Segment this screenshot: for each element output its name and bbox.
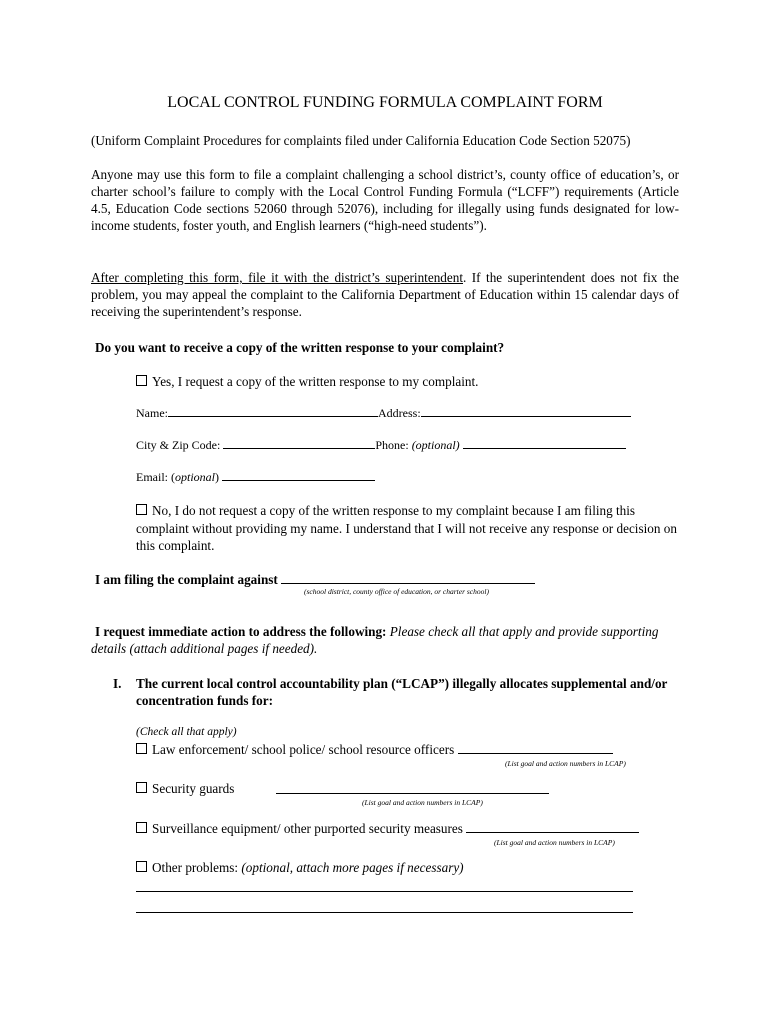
against-field[interactable] xyxy=(281,572,535,584)
against-caption: (school district, county office of education, or charter school) xyxy=(304,587,489,596)
yes-copy-label: Yes, I request a copy of the written response to my complaint. xyxy=(152,374,479,389)
section-one-heading: The current local control accountability plan (“LCAP”) illegally allocates supplemental and/or concentration funds for: xyxy=(136,676,668,708)
item-other-problems[interactable] xyxy=(136,859,464,876)
law-enforcement-field[interactable] xyxy=(458,742,613,754)
no-copy-label: No, I do not request a copy of the written response to my complaint because I am filing this complaint without providing my name. I understand that I will not receive any response or decision on this complaint. xyxy=(136,503,677,553)
city-phone-row xyxy=(136,437,626,453)
against-label: I am filing the complaint against xyxy=(95,572,278,587)
city-zip-label: City & Zip Code: xyxy=(136,438,224,452)
address-field[interactable] xyxy=(421,405,631,417)
against-row xyxy=(91,571,535,588)
law-enforcement-checkbox-icon[interactable] xyxy=(136,743,147,754)
filing-instruction-underlined: After completing this form, file it with the district’s superintendent xyxy=(91,270,463,285)
item-surveillance[interactable] xyxy=(136,820,639,837)
copy-question xyxy=(91,339,504,356)
action-label: I request immediate action to address the following: xyxy=(95,624,387,639)
email-label: Email: ( xyxy=(136,470,175,484)
other-problems-line-2[interactable] xyxy=(136,912,633,913)
phone-optional-note: (optional) xyxy=(411,438,460,452)
surveillance-field[interactable] xyxy=(466,821,639,833)
other-problems-note: (optional, attach more pages if necessary) xyxy=(241,860,464,875)
no-copy-option[interactable] xyxy=(136,502,681,555)
action-instruction: Please check all that apply and provide supporting details (attach additional pages if needed). xyxy=(91,624,659,656)
security-guards-label: Security guards xyxy=(152,781,235,796)
law-enforcement-label: Law enforcement/ school police/ school resource officers xyxy=(152,742,455,757)
item-security-guards[interactable] xyxy=(136,780,234,797)
phone-label: Phone: xyxy=(375,438,412,452)
law-enforcement-caption: (List goal and action numbers in LCAP) xyxy=(505,759,626,768)
name-address-row xyxy=(136,405,631,421)
name-field[interactable] xyxy=(168,405,378,417)
security-guards-field[interactable] xyxy=(276,782,549,794)
no-checkbox-icon[interactable] xyxy=(136,504,147,515)
security-guards-caption: (List goal and action numbers in LCAP) xyxy=(362,798,483,807)
form-title: LOCAL CONTROL FUNDING FORMULA COMPLAINT FORM xyxy=(167,94,603,111)
other-problems-checkbox-icon[interactable] xyxy=(136,861,147,872)
email-label-close: ) xyxy=(215,470,220,484)
section-one-numeral: I. xyxy=(113,676,122,691)
yes-checkbox-icon[interactable] xyxy=(136,375,147,386)
surveillance-label: Surveillance equipment/ other purported security measures xyxy=(152,821,463,836)
phone-field[interactable] xyxy=(463,437,626,449)
filing-instruction-rest: . If the superintendent does not fix the problem, you may appeal the complaint to the California Department of Education within 15 calendar days of receiving the superintendent’s response. xyxy=(91,270,679,319)
address-label: Address: xyxy=(378,406,421,420)
other-problems-line-1[interactable] xyxy=(136,891,633,892)
copy-question-text: Do you want to receive a copy of the written response to your complaint? xyxy=(95,340,505,355)
other-problems-label: Other problems: xyxy=(152,860,242,875)
surveillance-caption: (List goal and action numbers in LCAP) xyxy=(494,838,615,847)
check-all-note: (Check all that apply) xyxy=(136,726,237,738)
email-optional-note: optional xyxy=(175,470,216,484)
name-label: Name: xyxy=(136,406,168,420)
security-guards-checkbox-icon[interactable] xyxy=(136,782,147,793)
item-law-enforcement[interactable] xyxy=(136,741,613,758)
form-subtitle: (Uniform Complaint Procedures for complaints filed under California Education Code Section 52075) xyxy=(91,133,631,148)
yes-copy-option[interactable] xyxy=(136,373,478,390)
email-row xyxy=(136,469,375,485)
city-zip-field[interactable] xyxy=(223,437,375,449)
action-row xyxy=(91,623,679,657)
filing-paragraph xyxy=(91,269,679,320)
email-field[interactable] xyxy=(222,469,375,481)
intro-paragraph: Anyone may use this form to file a complaint challenging a school district’s, county office of education’s, or charter school’s failure to comply with the Local Control Funding Formula (“LCFF”) requirements (Article 4.5, Education Code sections 52060 through 52076), including for illegally using funds designated for low-income students, foster youth, and English learners (“high-need students”). xyxy=(91,167,679,233)
surveillance-checkbox-icon[interactable] xyxy=(136,822,147,833)
